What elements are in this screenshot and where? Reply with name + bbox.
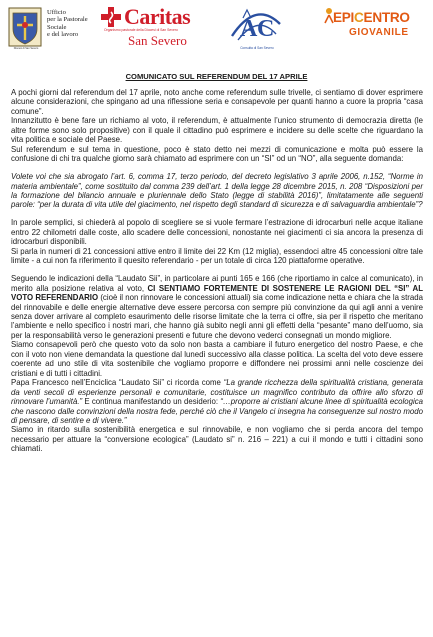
question-text: Volete voi che sia abrogato l’art. 6, comma 17, terzo periodo, del decreto legislativo 3 aprile 2006, n.152, “Norme in materia ambientale”, come sostituito dal comma 239 dell’art. 1 della legge 28 dicembre 2015, n. 208 “Disposizioni per la formazione del bilancio annuale e pluriennale dello Stato (legge di stabilità 2016)”, limitatamente alle seguenti parole: “per la durata di vita utile del giacimento, nel rispetto degli standard di sicurezza e di salvaguardia ambientale”? xyxy=(11,172,423,210)
epicentro-part: EPI xyxy=(333,10,355,25)
paragraph: Siamo consapevoli però che questo voto da solo non basta a cambiare il futuro energetico del nostro Paese, e che con il voto non viene demandata la questione dal lunedì successivo alla classe politica. La scelta del voto deve essere coerente ad uno stile di vita sostenibile che vogliamo proporre e diffondere nei prossimi anni nelle coscienze dei cristiani e di tutti i cittadini. xyxy=(11,340,423,378)
epicentro-part: ENTRO xyxy=(363,10,410,25)
epicentro-part: C xyxy=(354,10,364,25)
caritas-city: San Severo xyxy=(128,33,187,48)
document-body xyxy=(11,88,423,454)
svg-text:C: C xyxy=(257,16,275,42)
ufficio-line: e del lavoro xyxy=(47,31,79,39)
paragraph: In parole semplici, si chiederà al popolo di scegliere se si vuole fermare l’estrazione di idrocarburi nelle acque italiane entro 22 chilometri dalle coste, allo scadere delle concessioni, nonostante nei giacimenti ci sia ancora la presenza di idrocarburi disponibili. xyxy=(11,218,423,247)
ac-emblem-icon xyxy=(226,4,286,48)
caritas-logo xyxy=(100,4,200,54)
paragraph: Sul referendum e sul tema in questione, poco è stato detto nei mezzi di comunicazione e molta può essere la confusione di chi tra qualche giorno sarà chiamato ad esprimere con un “SI” od un “NO”, alla seguente domanda: xyxy=(11,144,423,164)
epicentro-title xyxy=(333,10,410,25)
ac-logo xyxy=(226,4,286,54)
paragraph: Innanzitutto è bene fare un richiamo al voto, il referendum, è attualmente l’unico strumento di democrazia diretta (le altre forme sono solo propositive) con il quale il cittadino può esprimere e incidere su delle scelte che riguardano la vita politica e sociale del Paese. xyxy=(11,116,423,145)
text-run: Seguendo le indicazioni della “Laudato Sii”, in particolare ai punti 165 e 166 (che riportiamo in calce al comunicato), in merito alla posizione relativa al voto, xyxy=(11,274,423,293)
quote: “La grande ricchezza della spiritualità cristiana, generata da venti secoli di esperienze personali e comunitarie, costituisce un magnifico contributo da offrire allo sforzo di rinnovare l’umanità.” xyxy=(11,378,424,407)
text-run: (cioè il non rinnovare le concessioni attuali) sia come indicazione netta e chiara che la strada del rinnovabile e delle energie alternative deve essere percorsa con sempre più convinzione da qui agli anni a venire senza dover arrivare al completo esaurimento delle risorse limitate che la terra ci offre, sia per il rispetto che meritano l’ambiente e nello specifico i nostri mari, che hanno già subito negli anni gli effetti della “pesante” mano dell’uomo, sia per la responsabilità verso le generazioni presenti e future che devono vederci consegnati un mondo migliore. xyxy=(11,293,423,340)
crest-caption: Diocesi di San Severo xyxy=(13,47,39,50)
ufficio-pastorale-logo xyxy=(8,5,108,53)
paragraph xyxy=(11,378,423,425)
caritas-brand: Caritas xyxy=(124,4,191,29)
text-run: Papa Francesco nell’Enciclica “Laudato Sii” ci ricorda come xyxy=(11,378,224,388)
ufficio-line: Ufficio xyxy=(47,9,66,16)
epicentro-logo xyxy=(319,6,429,52)
ufficio-line: per la Pastorale xyxy=(47,16,88,24)
diocese-crest-icon xyxy=(8,7,42,47)
paragraph xyxy=(11,274,423,340)
referendum-question xyxy=(11,172,423,210)
quote: “…proporre ai cristiani alcune linee di spiritualità ecologica che nascono dalle convinzioni della nostra fede, perché ciò che il Vangelo ci insegna ha conseguenze sul nostro modo di pensare, di sentire e di vivere.” xyxy=(11,397,423,425)
ufficio-text xyxy=(47,9,107,39)
ac-caption: Consulta di San Severo xyxy=(240,46,274,50)
ufficio-line: Sociale xyxy=(47,23,67,31)
position-statement: CI SENTIAMO FORTEMENTE DI SOSTENERE LE RAGIONI DEL “SI” AL VOTO REFERENDARIO xyxy=(11,283,424,303)
paragraph: A pochi giorni dal referendum del 17 aprile, noto anche come referendum sulle trivelle, ci sentiamo di dover esprimere alcune considerazioni, che spingano ad una riflessione seria e consapevole per quanti hanno a cuore la propria “casa comune”. xyxy=(11,88,423,116)
logo-header xyxy=(0,0,433,58)
caritas-org: Organismo pastorale della Diocesi di San Severo xyxy=(104,28,178,32)
document-title: COMUNICATO SUL REFERENDUM DEL 17 APRILE xyxy=(125,72,308,81)
epicentro-subtitle: GIOVANILE xyxy=(349,27,409,38)
paragraph: Siamo in ritardo sulla sostenibilità energetica e sul rinnovabile, e non vogliamo che si perda ancora del tempo necessario per attuare la “conversione ecologica” (Laudato si” n. 216 – 221) a cui il mondo e tutti i cittadini sono chiamati. xyxy=(11,425,423,454)
paragraph: Si parla in numeri di 21 concessioni attive entro il limite dei 22 Km (12 miglia), essendoci altre 45 concessioni oltre tale limite - a cui non fa riferimento il quesito referendario - per un totale di circa 120 piattaforme operative. xyxy=(11,246,423,266)
svg-text:A: A xyxy=(240,16,258,42)
caritas-cross-icon xyxy=(100,6,122,28)
text-run: E continua manifestando un desiderio: xyxy=(82,397,221,407)
